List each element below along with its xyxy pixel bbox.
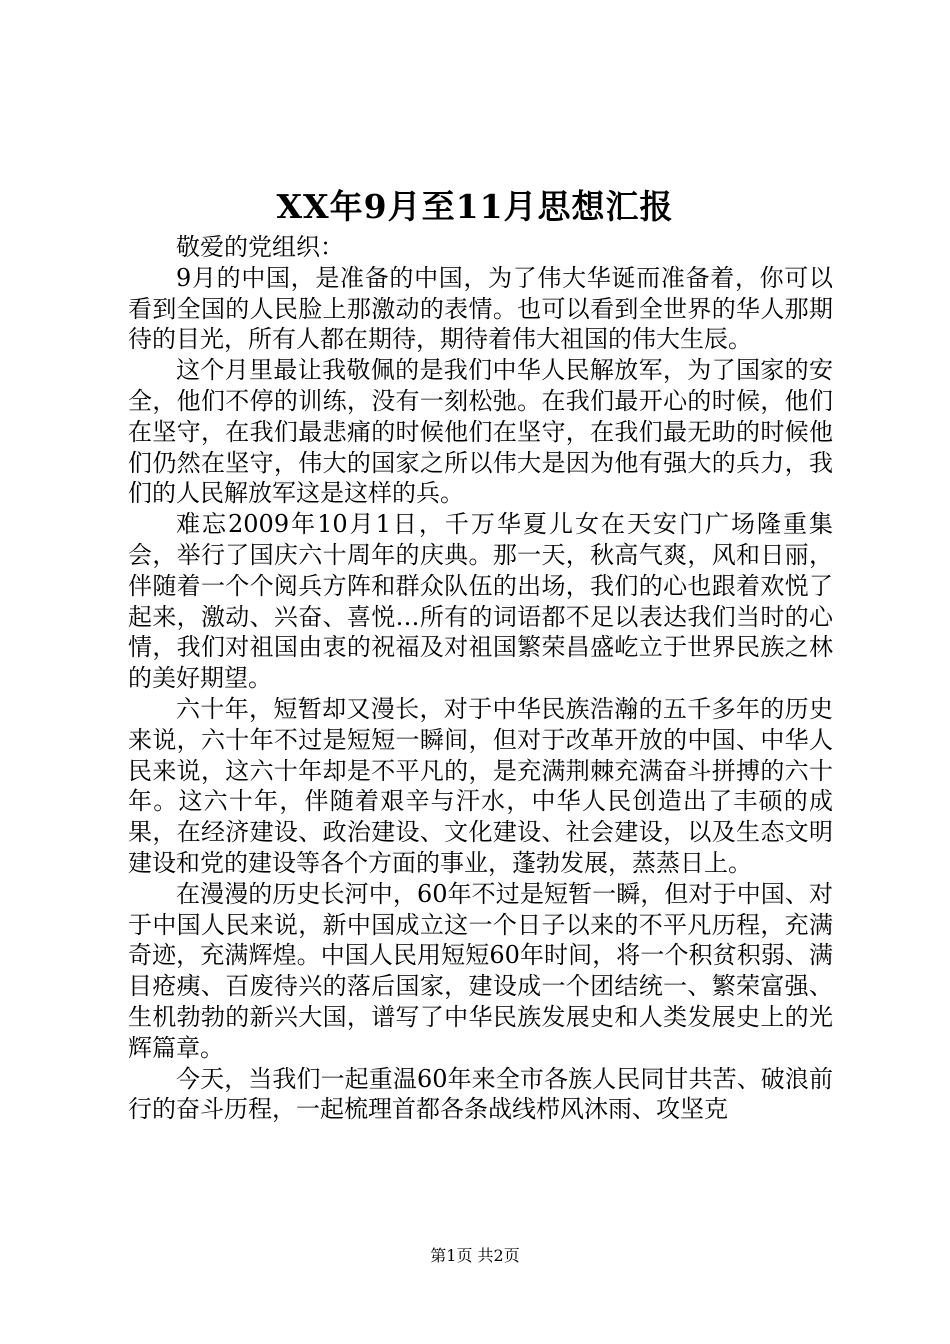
paragraph-1: 9月的中国，是准备的中国，为了伟大华诞而准备着，你可以看到全国的人民脸上那激动的表情。也可以看到全世界的华人那期待的目光，所有人都在期待，期待着伟大祖国的伟大生辰。	[128, 263, 833, 354]
document-body	[128, 232, 833, 1125]
paragraph-2: 这个月里最让我敬佩的是我们中华人民解放军，为了国家的安全，他们不停的训练，没有一刻松弛。在我们最开心的时候，他们在坚守，在我们最悲痛的时候他们在坚守，在我们最无助的时候他们仍然在坚守，伟大的国家之所以伟大是因为他有强大的兵力，我们的人民解放军这是这样的兵。	[128, 356, 833, 508]
paragraph-3: 难忘2009年10月1日，千万华夏儿女在天安门广场隆重集会，举行了国庆六十周年的庆典。那一天，秋高气爽，风和日丽，伴随着一个个阅兵方阵和群众队伍的出场，我们的心也跟着欢悦了起来，激动、兴奋、喜悦…所有的词语都不足以表达我们当时的心情，我们对祖国由衷的祝福及对祖国繁荣昌盛屹立于世界民族之林的美好期望。	[128, 510, 833, 693]
paragraph-6: 今天，当我们一起重温60年来全市各族人民同甘共苦、破浪前行的奋斗历程，一起梳理首都各条战线栉风沐雨、攻坚克	[128, 1064, 833, 1124]
page-number-footer: 第1页 共2页	[430, 1246, 520, 1265]
paragraph-4: 六十年，短暂却又漫长，对于中华民族浩瀚的五千多年的历史来说，六十年不过是短短一瞬间，但对于改革开放的中国、中华人民来说，这六十年却是不平凡的，是充满荆棘充满奋斗拼搏的六十年。这六十年，伴随着艰辛与汗水，中华人民创造出了丰硕的成果，在经济建设、政治建设、文化建设、社会建设，以及生态文明建设和党的建设等各个方面的事业，蓬勃发展，蒸蒸日上。	[128, 694, 833, 877]
paragraph-5: 在漫漫的历史长河中，60年不过是短暂一瞬，但对于中国、对于中国人民来说，新中国成立这一个日子以来的不平凡历程，充满奇迹，充满辉煌。中国人民用短短60年时间，将一个积贫积弱、满目疮痍、百废待兴的落后国家，建设成一个团结统一、繁荣富强、生机勃勃的新兴大国，谱写了中华民族发展史和人类发展史上的光辉篇章。	[128, 879, 833, 1062]
document-title: XX年9月至11月思想汇报	[276, 187, 674, 226]
salutation: 敬爱的党组织：	[176, 233, 344, 261]
